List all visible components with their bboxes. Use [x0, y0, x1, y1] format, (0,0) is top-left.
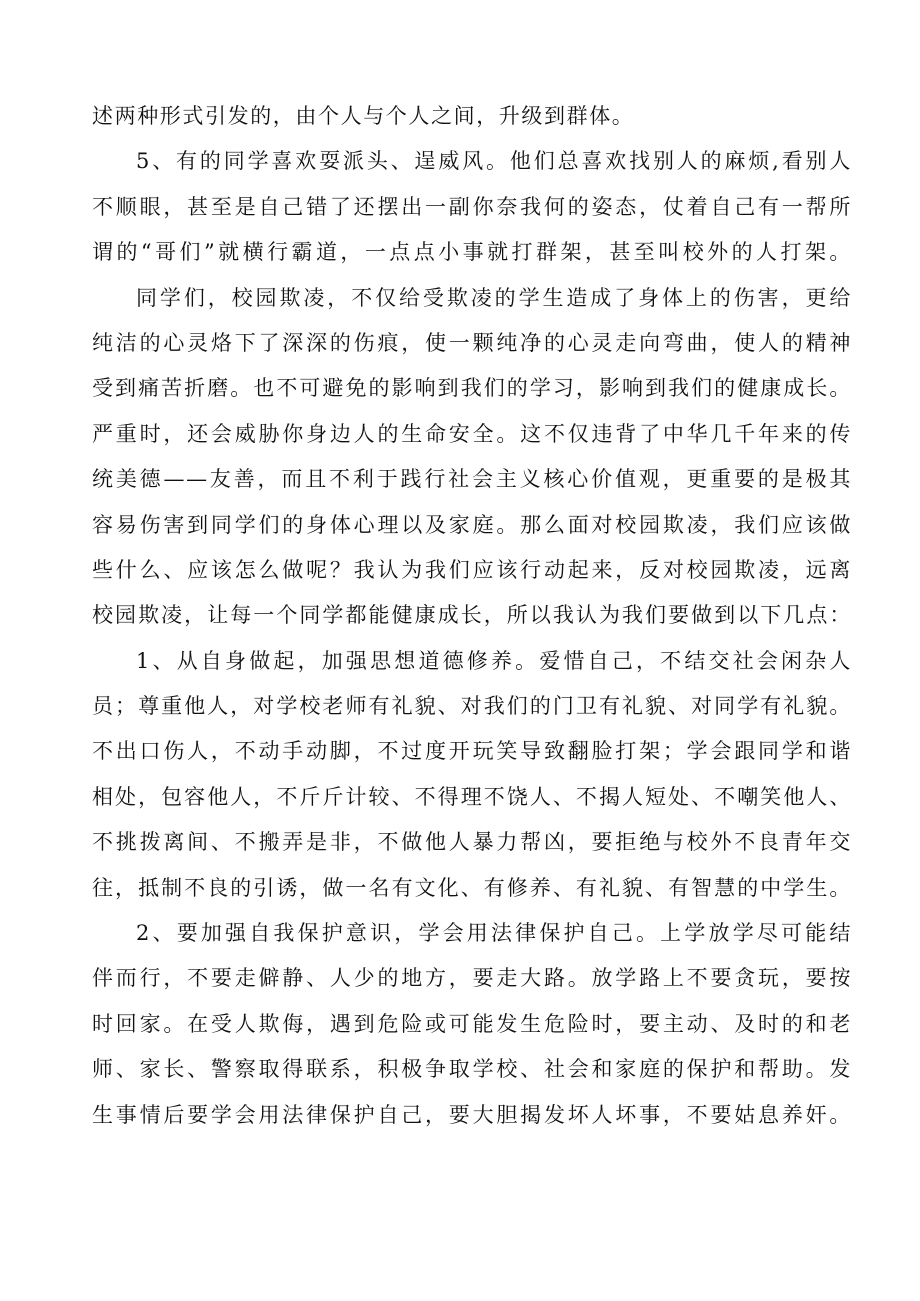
text-line: 师、家长、警察取得联系，积极争取学校、社会和家庭的保护和帮助。发 — [92, 1057, 852, 1082]
text-line: 纯洁的心灵烙下了深深的伤痕，使一颗纯净的心灵走向弯曲，使人的精神 — [92, 330, 852, 355]
text-line: 1、从自身做起，加强思想道德修养。爱惜自己，不结交社会闲杂人 — [136, 648, 852, 673]
text-line: 不出口伤人，不动手动脚，不过度开玩笑导致翻脸打架；学会跟同学和谐 — [92, 739, 852, 764]
text-line: 同学们，校园欺凌，不仅给受欺凌的学生造成了身体上的伤害，更给 — [136, 285, 852, 310]
text-line: 严重时，还会威胁你身边人的生命安全。这不仅违背了中华几千年来的传 — [92, 421, 852, 446]
text-line: 些什么、应该怎么做呢？我认为我们应该行动起来，反对校园欺凌，远离 — [92, 557, 852, 582]
text-line: 容易伤害到同学们的身体心理以及家庭。那么面对校园欺凌，我们应该做 — [92, 512, 852, 537]
text-line: 往，抵制不良的引诱，做一名有文化、有修养、有礼貌、有智慧的中学生。 — [92, 875, 852, 900]
text-line: 2、要加强自我保护意识，学会用法律保护自己。上学放学尽可能结 — [136, 921, 852, 946]
text-line: 员；尊重他人，对学校老师有礼貌、对我们的门卫有礼貌、对同学有礼貌。 — [92, 694, 852, 719]
text-line: 统美德——友善，而且不利于践行社会主义核心价值观，更重要的是极其 — [92, 467, 852, 492]
text-line: 校园欺凌，让每一个同学都能健康成长，所以我认为我们要做到以下几点： — [92, 603, 852, 628]
text-line: 述两种形式引发的，由个人与个人之间，升级到群体。 — [92, 104, 635, 128]
text-line: 谓的“哥们”就横行霸道，一点点小事就打群架，甚至叫校外的人打架。 — [92, 240, 852, 265]
document-body — [92, 94, 852, 1138]
text-line: 5、有的同学喜欢耍派头、逞威风。他们总喜欢找别人的麻烦,看别人 — [136, 149, 852, 174]
text-line: 生事情后要学会用法律保护自己，要大胆揭发坏人坏事，不要姑息养奸。 — [92, 1102, 852, 1127]
text-line: 时回家。在受人欺侮，遇到危险或可能发生危险时，要主动、及时的和老 — [92, 1011, 852, 1036]
text-line: 不顺眼，甚至是自己错了还摆出一副你奈我何的姿态，仗着自己有一帮所 — [92, 194, 852, 219]
text-line: 受到痛苦折磨。也不可避免的影响到我们的学习，影响到我们的健康成长。 — [92, 376, 852, 401]
text-line: 相处，包容他人，不斤斤计较、不得理不饶人、不揭人短处、不嘲笑他人、 — [92, 784, 852, 809]
text-line: 不挑拨离间、不搬弄是非，不做他人暴力帮凶，要拒绝与校外不良青年交 — [92, 830, 852, 855]
text-line: 伴而行，不要走僻静、人少的地方，要走大路。放学路上不要贪玩，要按 — [92, 966, 852, 991]
